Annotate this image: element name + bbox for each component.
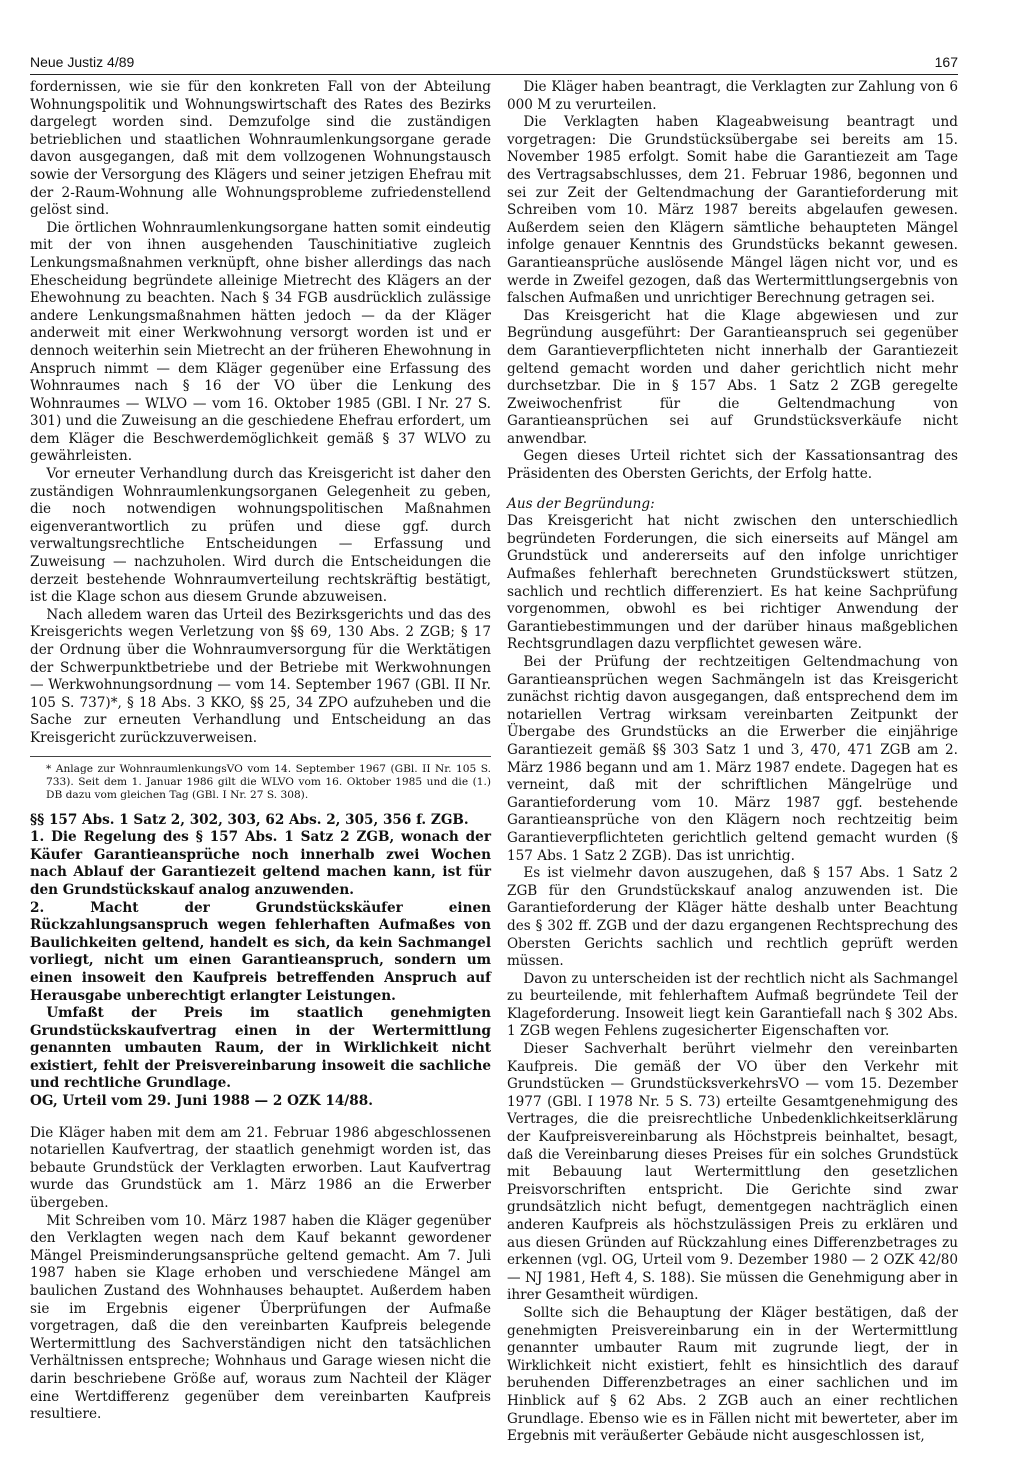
paragraph: Mit Schreiben vom 10. März 1987 haben die Kläger gegenüber den Verklagten wegen nach dem Kauf bekannt gewordener Mängel Preisminderungsansprüche geltend gemacht. Am 7. Juli 1987 haben sie Klage erhoben und verschiedene Mängel am baulichen Zustand des Wohnhauses behauptet. Außerdem haben sie im Ergebnis eigener Überprüfungen der Aufmaße vorgetragen, daß die den vereinbarten Kaufpreis belegende Wertermittlung des Sachverständigen nicht den tatsächlichen Verhältnissen entspreche; Wohnhaus und Garage wiesen nicht die darin beschriebene Größe auf, woraus zum Nachteil der Kläger eine Wertdifferenz gegenüber dem vereinbarten Kaufpreis resultiere. bbox=[30, 1212, 491, 1423]
page-number: 167 bbox=[934, 54, 958, 70]
paragraph: Dieser Sachverhalt berührt vielmehr den vereinbarten Kaufpreis. Die gemäß der VO über den Verkehr mit Grundstücken — GrundstücksverkehrsVO — vom 15. Dezember 1977 (GBl. I 1978 Nr. 5 S. 73) erteilte Gesamtgenehmigung des Vertrages, die die preisrechtliche Unbedenklichkeitserklärung der Kaufpreisvereinbarung als Höchstpreis beinhaltet, besagt, daß die Vereinbarung dieses Preises für ein solches Grundstück mit Bebauung laut Wertermittlung den gesetzlichen Preisvorschriften entspricht. Die Gerichte sind zwar grundsätzlich nicht befugt, dementgegen nachträglich einen anderen Kaufpreis als höchstzulässigen Preis zu erklären und aus diesen Gründen auf Rückzahlung eines Differenzbetrages zu erkennen (vgl. OG, Urteil vom 9. Dezember 1980 — 2 OZK 42/80 — NJ 1981, Heft 4, S. 188). Sie müssen die Genehmigung aber in ihrer Gesamtheit würdigen. bbox=[507, 1041, 958, 1304]
paragraph: Davon zu unterscheiden ist der rechtlich nicht als Sachmangel zu beurteilende, mit fehlerhaftem Aufmaß begründete Teil der Klageforderung. Insoweit liegt kein Garantiefall nach § 302 Abs. 1 ZGB wegen Fehlens zugesicherter Eigenschaften vor. bbox=[507, 970, 958, 1040]
paragraph: Die Verklagten haben Klageabweisung beantragt und vorgetragen: Die Grundstücksübergabe sei bereits am 15. November 1985 erfolgt. Somit habe die Garantiezeit am Tage des Vertragsabschlusses, dem 21. Februar 1986, begonnen und sei zur Zeit der Geltendmachung der Garantieforderung mit Schreiben vom 10. März 1987 bereits abgelaufen gewesen. Außerdem seien den Klägern sämtliche behaupteten Mängel infolge genauer Kenntnis des Grundstücks bekannt gewesen. Garantieansprüche auslösende Mängel lägen nicht vor, und es werde in Zweifel gezogen, daß das Wertermittlungsergebnis von falschen Aufmaßen und unrichtiger Berechnung getragen sei. bbox=[507, 114, 958, 307]
paragraph: fordernissen, wie sie für den konkreten Fall von der Abteilung Wohnungspolitik und Wohnungswirtschaft des Rates des Bezirks dargelegt worden sind. Demzufolge sind die zuständigen betrieblichen und staatlichen Wohnraumlenkungsorgane gerade davon ausgegangen, daß mit dem vollzogenen Wohnungstausch sowie der Versorgung des Klägers und seiner jetzigen Ehefrau mit der 2-Raum-Wohnung alle Wohnungsprobleme zufriedenstellend gelöst sind. bbox=[30, 79, 491, 219]
headnote-1: 1. Die Regelung des § 157 Abs. 1 Satz 2 ZGB, wonach der Käufer Garantieansprüche noch innerhalb zwei Wochen nach Ablauf der Garantiezeit geltend machen kann, ist für den Grundstückskauf analog anzuwenden. bbox=[30, 829, 491, 898]
page-header bbox=[30, 52, 958, 75]
paragraph: Das Kreisgericht hat die Klage abgewiesen und zur Begründung ausgeführt: Der Garantieanspruch sei gegenüber dem Garantieverpflichteten nicht innerhalb der Garantiezeit geltend gemacht worden und daher gerichtlich nicht mehr durchsetzbar. Die in § 157 Abs. 1 Satz 2 ZGB geregelte Zweiwochenfrist für die Geltendmachung von Garantieansprüchen sei auf Grundstücksverkäufe nicht anwendbar. bbox=[507, 307, 958, 447]
journal-title: Neue Justiz 4/89 bbox=[30, 54, 135, 70]
headnote-3: Umfaßt der Preis im staatlich genehmigten Grundstückskaufvertrag einen in der Wertermittlung genannten umbauten Raum, der in Wirklichkeit nicht existiert, fehlt der Preisvereinbarung insoweit die sachliche und rechtliche Grundlage. bbox=[30, 1005, 491, 1092]
paragraph: Gegen dieses Urteil richtet sich der Kassationsantrag des Präsidenten des Obersten Gerichts, der Erfolg hatte. bbox=[507, 448, 958, 483]
footnote-text: * Anlage zur WohnraumlenkungsVO vom 14. September 1967 (GBl. II Nr. 105 S. 733). Seit dem 1. Januar 1986 gilt die WLVO vom 16. Oktober 1985 und die (1.) DB dazu vom gleichen Tag (GBl. I Nr. 27 S. 308). bbox=[46, 762, 491, 801]
paragraph: Vor erneuter Verhandlung durch das Kreisgericht ist daher den zuständigen Wohnraumlenkungsorganen Gelegenheit zu geben, die noch notwendigen wohnungspolitischen Maßnahmen eigenverantwortlich zu prüfen und diese ggf. durch verwaltungsrechtliche Entscheidungen — Erfassung und Zuweisung — nachzuholen. Wird durch die Entscheidungen die derzeit bestehende Wohnraumverteilung rechtskräftig bestätigt, ist die Klage schon aus diesem Grunde abzuweisen. bbox=[30, 466, 491, 606]
paragraph: Nach alledem waren das Urteil des Bezirksgerichts und das des Kreisgerichts wegen Verletzung von §§ 69, 130 Abs. 2 ZGB; § 17 der Ordnung über die Wohnraumversorgung für die Werktätigen der Schwerpunktbetriebe und der Betriebe mit Werkwohnungen — Werkwohnungsordnung — vom 14. September 1967 (GBl. II Nr. 105 S. 737)*, § 18 Abs. 3 KKO, §§ 25, 34 ZPO aufzuheben und die Sache zur erneuten Verhandlung und Entscheidung an das Kreisgericht zurückzuverweisen. bbox=[30, 606, 491, 746]
norms-heading: §§ 157 Abs. 1 Satz 2, 302, 303, 62 Abs. 2, 305, 356 f. ZGB. bbox=[30, 811, 469, 828]
paragraph: Sollte sich die Behauptung der Kläger bestätigen, daß der genehmigten Preisvereinbarung ein in der Wertermittlung genannter umbauter Raum mit zugrunde liegt, der in Wirklichkeit nicht existiert, fehlt es hinsichtlich des darauf beruhenden Differenzbetrages an einer sachlichen und im Hinblick auf § 62 Abs. 2 ZGB auch an einer rechtlichen Grundlage. Ebenso wie es in Fällen nicht mit bewerteter, aber im Ergebnis mit veräußerter Gebäude nicht ausgeschlossen ist, bbox=[507, 1304, 958, 1445]
paragraph: Die Kläger haben mit dem am 21. Februar 1986 abgeschlossenen notariellen Kaufvertrag, der staatlich genehmigt worden ist, das bebaute Grundstück der Verklagten erworben. Laut Kaufvertrag wurde das Grundstück am 1. März 1986 an die Erwerber übergeben. bbox=[30, 1124, 491, 1212]
right-column bbox=[507, 79, 958, 1445]
headnote-2: 2. Macht der Grundstückskäufer einen Rückzahlungsanspruch wegen fehlerhaften Aufmaßes von Baulichkeiten geltend, handelt es sich, da kein Sachmangel vorliegt, nicht um einen Garantieanspruch, sondern um einen insoweit den Kaufpreis betreffenden Anspruch auf Herausgabe unberechtigt erlangter Leistungen. bbox=[30, 899, 491, 1004]
paragraph: Bei der Prüfung der rechtzeitigen Geltendmachung von Garantieansprüchen wegen Sachmängeln ist das Kreisgericht zunächst richtig davon ausgegangen, daß entsprechend dem im notariellen Vertrag wirksam vereinbarten Zeitpunkt der Übergabe des Grundstücks an die Erwerber die einjährige Garantiezeit gemäß §§ 303 Satz 1 und 3, 470, 471 ZGB am 2. März 1986 begann und am 1. März 1987 endete. Dagegen hat es verneint, daß mit der schriftlichen Mängelrüge und Garantieforderung vom 10. März 1987 ggf. bestehende Garantieansprüche von den Klägern noch rechtzeitig beim Garantieverpflichteten gerichtlich geltend gemacht wurden (§ 157 Abs. 1 Satz 2 ZGB). Das ist unrichtig. bbox=[507, 654, 958, 864]
paragraph: Die örtlichen Wohnraumlenkungsorgane hatten somit eindeutig mit der von ihnen ausgehenden Tauschinitiative zugleich Lenkungsmaßnahmen verknüpft, ohne bisher allerdings das nach Ehescheidung begründete alleinige Mietrecht des Klägers an der Ehewohnung zu beachten. Nach § 34 FGB ausdrücklich zulässige andere Lenkungsmaßnahmen hätten jedoch — da der Kläger anderweit mit einer Werkwohnung versorgt worden ist und er dennoch weiterhin sein Mietrecht an der früheren Ehewohnung in Anspruch nimmt — dem Kläger gegenüber eine Erfassung des Wohnraumes nach § 16 der VO über die Lenkung des Wohnraumes — WLVO — vom 16. Oktober 1985 (GBl. I Nr. 27 S. 301) und die Zuweisung an die geschiedene Ehefrau erfordert, um dem Kläger die Beschwerdemöglichkeit gemäß § 37 WLVO zu gewährleisten. bbox=[30, 219, 491, 465]
footnote bbox=[30, 756, 491, 802]
paragraph: Das Kreisgericht hat nicht zwischen den unterschiedlich begründeten Forderungen, die sich einerseits auf Mängel am Grundstück und andererseits auf den infolge unrichtiger Aufmaßes fehlerhaft berechneten Grundstückswert stützen, sachlich und rechtlich differenziert. Es hat keine Sachprüfung vorgenommen, obwohl es bei richtiger Anwendung der Garantiebestimmungen und der darüber hinaus maßgeblichen Rechtsgrundlagen dazu verpflichtet gewesen wäre. bbox=[507, 513, 958, 653]
section-subheading: Aus der Begründung: bbox=[507, 495, 655, 512]
court-citation: OG, Urteil vom 29. Juni 1988 — 2 OZK 14/88. bbox=[30, 1093, 373, 1110]
left-column bbox=[30, 79, 491, 1425]
paragraph: Es ist vielmehr davon auszugehen, daß § 157 Abs. 1 Satz 2 ZGB für den Grundstückskauf analog anzuwenden ist. Die Garantieforderung der Kläger hätte deshalb unter Beachtung des § 302 ff. ZGB und der dazu ergangenen Rechtsprechung des Obersten Gerichts sachlich und rechtlich geprüft werden müssen. bbox=[507, 865, 958, 970]
paragraph: Die Kläger haben beantragt, die Verklagten zur Zahlung von 6 000 M zu verurteilen. bbox=[507, 79, 958, 113]
